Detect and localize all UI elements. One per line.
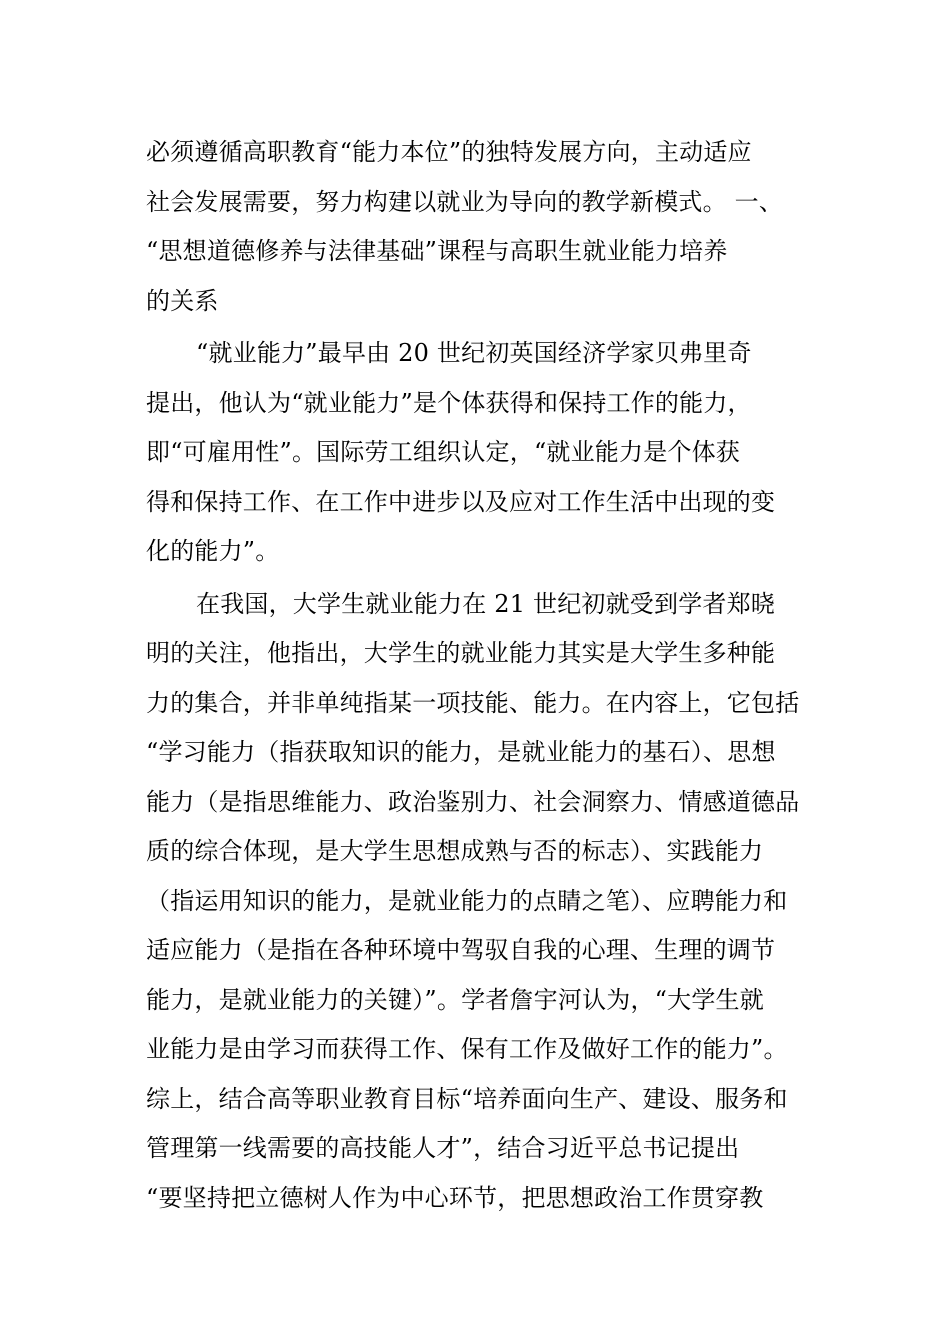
- section-heading-line: “思想道德修养与法律基础”课程与高职生就业能力培养: [146, 237, 728, 265]
- text-line: 化的能力”。: [146, 537, 280, 565]
- body-text: [146, 128, 810, 1223]
- text-line: （指运用知识的能力，是就业能力的点睛之笔）、应聘能力和: [146, 886, 788, 915]
- text-line: 综上，结合高等职业教育目标“培养面向生产、建设、服务和: [146, 1084, 788, 1113]
- text-line: 能力，是就业能力的关键）”。学者詹宇河认为，“大学生就: [146, 985, 764, 1014]
- paragraph-first-line: “就业能力”最早由 20 世纪初英国经济学家贝弗里奇: [196, 339, 752, 367]
- text-line: 即“可雇用性”。国际劳工组织认定，“就业能力是个体获: [146, 438, 741, 466]
- text-line: 管理第一线需要的高技能人才”，结合习近平总书记提出: [146, 1134, 740, 1162]
- text-line: 社会发展需要，努力构建以就业为导向的教学新模式。 一、: [146, 187, 784, 216]
- paragraph-first-line: 在我国，大学生就业能力在 21 世纪初就受到学者郑晓: [196, 589, 775, 618]
- text-line: “学习能力（指获取知识的能力，是就业能力的基石）、思想: [146, 738, 776, 766]
- text-line: 必须遵循高职教育“能力本位”的独特发展方向，主动适应: [146, 138, 752, 166]
- text-line: “要坚持把立德树人作为中心环节，把思想政治工作贯穿教: [146, 1183, 764, 1212]
- section-heading-line: 的关系: [146, 286, 219, 315]
- text-line: 能力（是指思维能力、政治鉴别力、社会洞察力、情感道德品: [146, 787, 800, 816]
- text-line: 提出，他认为“就业能力”是个体获得和保持工作的能力，: [146, 388, 752, 417]
- text-line: 适应能力（是指在各种环境中驾驭自我的心理、生理的调节: [146, 936, 776, 964]
- text-line: 业能力是由学习而获得工作、保有工作及做好工作的能力”。: [146, 1035, 788, 1063]
- text-line: 力的集合，并非单纯指某一项技能、能力。在内容上，它包括: [146, 688, 800, 717]
- text-line: 得和保持工作、在工作中进步以及应对工作生活中出现的变: [146, 487, 776, 516]
- text-line: 明的关注，他指出，大学生的就业能力其实是大学生多种能: [146, 639, 776, 667]
- text-line: 质的综合体现，是大学生思想成熟与否的标志）、实践能力: [146, 837, 764, 865]
